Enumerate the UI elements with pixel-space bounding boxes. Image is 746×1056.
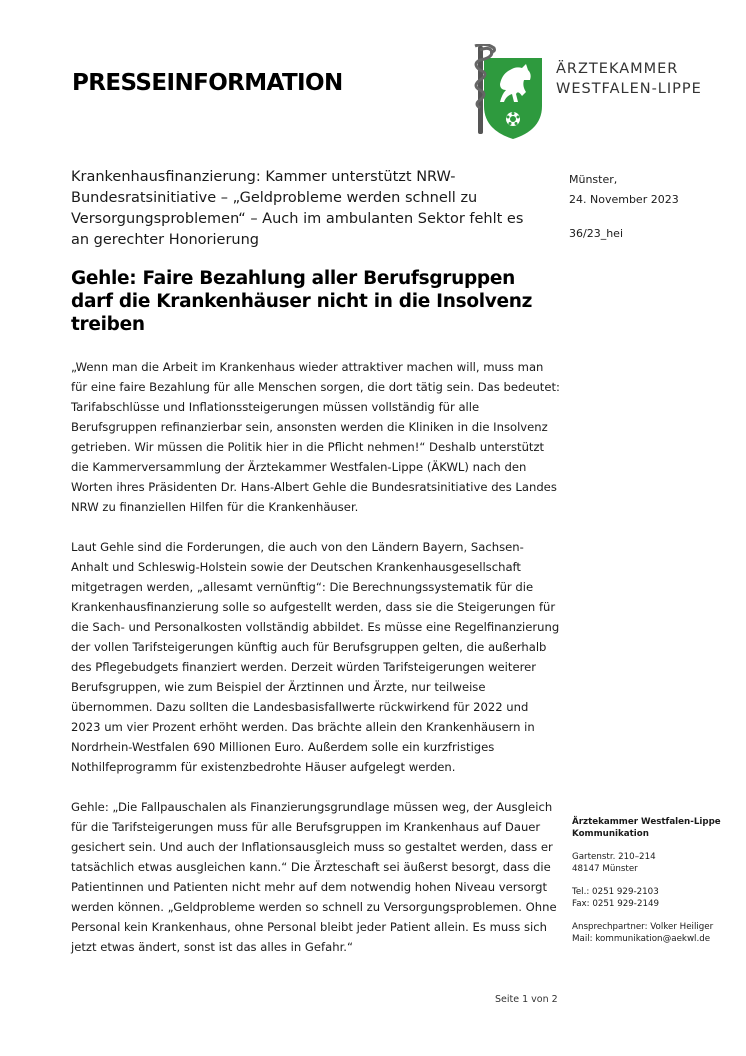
page-number: Seite 1 von 2: [495, 994, 558, 1005]
meta-reference: 36/23_hei: [569, 227, 623, 240]
contact-fax: Fax: 0251 929-2149: [572, 899, 660, 909]
meta-date: 24. November 2023: [569, 193, 679, 206]
paragraph-3: Gehle: „Die Fallpauschalen als Finanzierungsgrundlage müssen weg, der Ausgleich für die Tarifsteigerungen muss für alle Berufsgruppen im Krankenhaus auf Dauer gesichert sein. Und auch der Inflationsausgleich muss so gestaltet werden, dass er tatsächlich etwas ausgleichen kann.“ Die Ärzteschaft sei äußerst besorgt, dass die Patientinnen und Patienten nicht mehr auf dem notwendig hohen Niveau versorgt werden können. „Geldprobleme werden so schnell zu Versorgungsproblemen. Ohne Personal kein Krankenhaus, ohne Personal bleibt jeder Patient allein. Es muss sich jetzt etwas ändert, sonst ist das alles in Gefahr.“: [71, 800, 557, 954]
article-body: [71, 357, 561, 977]
contact-tel: Tel.: 0251 929-2103: [572, 887, 659, 897]
paragraph-1: „Wenn man die Arbeit im Krankenhaus wieder attraktiver machen will, muss man für eine faire Bezahlung für alle Menschen sorgen, die dort tätig sein. Das bedeutet: Tarifabschlüsse und Inflationssteigerungen müssen vollständig für alle Berufsgruppen refinanzierbar sein, ansonsten werden die Kliniken in die Insolvenz getrieben. Wir müssen die Politik hier in die Pflicht nehmen!“ Deshalb unterstützt die Kammerversammlung der Ärztekammer Westfalen-Lippe (ÄKWL) nach den Worten ihres Präsidenten Dr. Hans-Albert Gehle die Bundesratsinitiative des Landes NRW zu finanziellen Hilfen für die Krankenhäuser.: [71, 360, 560, 514]
press-meta: [569, 170, 719, 244]
contact-person: Ansprechpartner: Volker Heiliger: [572, 922, 714, 932]
intro-summary: Krankenhausfinanzierung: Kammer unterstützt NRW-Bundesratsinitiative – „Geldprobleme werden schnell zu Versorgungsproblemen“ – Auch im ambulanten Sektor fehlt es an gerechter Honorierung: [71, 169, 524, 248]
org-name-line-1: ÄRZTEKAMMER: [556, 61, 679, 77]
document-type-title: PRESSEINFORMATION: [72, 70, 343, 96]
contact-mail[interactable]: Mail: kommunikation@aekwl.de: [572, 934, 711, 944]
paragraph-2: Laut Gehle sind die Forderungen, die auch von den Ländern Bayern, Sachsen-Anhalt und Schleswig-Holstein sowie der Deutschen Krankenhausgesellschaft mitgetragen werden, „allesamt vernünftig“: Die Berechnungssystematik für die Krankenhausfinanzierung solle so aufgestellt werden, dass sie die Steigerungen für die Sach- und Personalkosten vollständig abbildet. Es müsse eine Regelfinanzierung der vollen Tarifsteigerungen künftig auch für Berufsgruppen gelten, die außerhalb des Pflegebudgets finanziert werden. Derzeit würden Tarifsteigerungen weiterer Berufsgruppen, wie zum Beispiel der Ärztinnen und Ärzte, nur teilweise übernommen. Dazu sollten die Landesbasisfallwerte rückwirkend für 2022 und 2023 um vier Prozent erhöht werden. Das brächte allein den Krankenhäusern in Nordrhein-Westfalen 690 Millionen Euro. Außerdem solle ein kurzfristiges Nothilfeprogramm für existenzbedrohte Häuser aufgelegt werden.: [71, 540, 560, 774]
aekwl-logo-icon: [472, 44, 546, 140]
contact-org: Ärztekammer Westfalen-Lippe: [572, 817, 721, 827]
contact-street: Gartenstr. 210–214: [572, 852, 656, 862]
meta-place: Münster,: [569, 173, 618, 186]
headline: Gehle: Faire Bezahlung aller Berufsgruppen darf die Krankenhäuser nicht in die Insolvenz treiben: [71, 268, 533, 335]
contact-block: [572, 816, 732, 956]
contact-city: 48147 Münster: [572, 864, 638, 874]
org-name-line-2: WESTFALEN-LIPPE: [556, 81, 702, 97]
contact-dept: Kommunikation: [572, 829, 649, 839]
organization-name: [556, 59, 702, 99]
